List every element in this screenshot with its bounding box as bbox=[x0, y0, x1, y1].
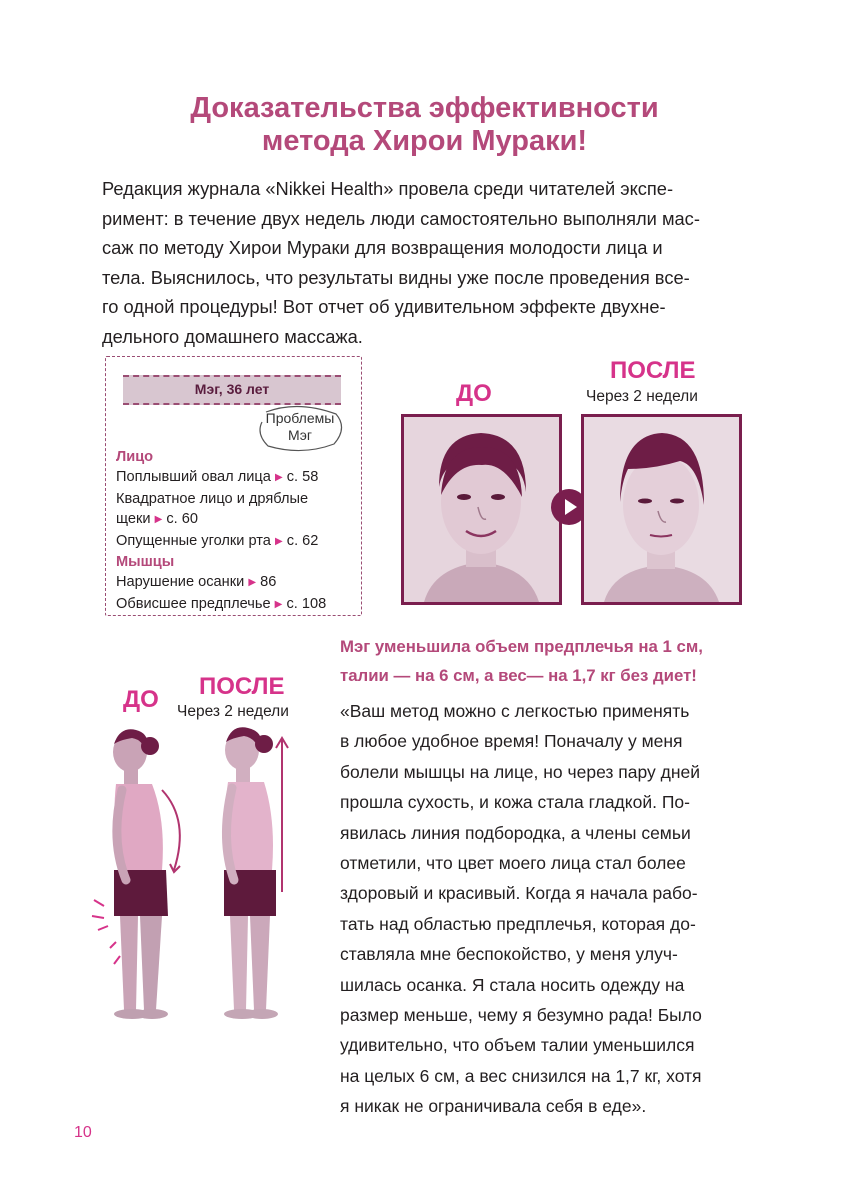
face-before-label: ДО bbox=[456, 380, 492, 407]
item-text: Квадратное лицо и дряблые bbox=[116, 490, 309, 507]
quote-line: явилась линия подбородка, а члены семьи bbox=[340, 822, 691, 843]
quote-line: я никак не ограничивала себя в еде». bbox=[340, 1096, 647, 1117]
triangle-right-icon: ▶ bbox=[248, 577, 257, 589]
intro-line: саж по методу Хирои Мураки для возвращения молодости лица и bbox=[102, 237, 663, 258]
quote-line: отметили, что цвет моего лица стал более bbox=[340, 853, 686, 874]
result-line-2: талии — на 6 см, а вес— на 1,7 кг без диет! bbox=[340, 666, 697, 685]
item-text: Нарушение осанки bbox=[116, 574, 245, 591]
triangle-right-icon: ▶ bbox=[274, 472, 283, 484]
intro-paragraph bbox=[102, 174, 752, 351]
quote-line: «Ваш метод можно с легкостью применять bbox=[340, 701, 690, 721]
list-item bbox=[116, 594, 360, 615]
item-text: Обвисшее предплечье bbox=[116, 595, 271, 612]
title-line-1: Доказательства эффективности bbox=[190, 92, 659, 124]
intro-line: тела. Выяснилось, что результаты видны уже после проведения все- bbox=[102, 266, 690, 288]
body-after-subtitle: Через 2 недели bbox=[177, 703, 289, 720]
body-before-label: ДО bbox=[123, 686, 159, 713]
intro-line: римент: в течение двух недель люди самостоятельно выполняли мас- bbox=[102, 207, 700, 229]
face-heading: Лицо bbox=[116, 449, 154, 465]
intro-line: дельного домашнего массажа. bbox=[102, 325, 363, 347]
problems-bubble-label bbox=[256, 410, 344, 444]
page-ref: с. 58 bbox=[286, 469, 319, 486]
page-ref: с. 62 bbox=[286, 532, 319, 549]
intro-line: го одной процедуры! Вот отчет об удивительном эффекте двухне- bbox=[102, 296, 666, 317]
face-before-photo bbox=[401, 414, 562, 605]
face-portrait-icon bbox=[584, 417, 739, 602]
page-ref: 86 bbox=[260, 574, 277, 591]
page-ref: с. 108 bbox=[286, 595, 327, 612]
list-item bbox=[116, 509, 360, 530]
quote-line: в любое удобное время! Поначалу у меня bbox=[340, 731, 683, 752]
quote-line: болели мышцы на лице, но через пару дней bbox=[340, 761, 701, 782]
quote-line: здоровый и красивый. Когда я начала рабо- bbox=[340, 883, 698, 904]
quote-line: на целых 6 см, а вес снизился на 1,7 кг, хотя bbox=[340, 1065, 702, 1086]
muscles-heading: Мышцы bbox=[116, 554, 175, 571]
bubble-line-2: Мэг bbox=[287, 427, 313, 443]
title-line-2: метода Хирои Мураки! bbox=[261, 125, 588, 157]
body-after-figure bbox=[224, 727, 288, 1019]
face-after-subtitle: Через 2 недели bbox=[586, 388, 698, 405]
triangle-right-icon: ▶ bbox=[274, 598, 283, 610]
quote-line: удивительно, что объем талии уменьшился bbox=[340, 1035, 695, 1056]
person-name-banner: Мэг, 36 лет bbox=[123, 375, 341, 405]
body-before-figure bbox=[92, 729, 180, 1019]
item-text: Поплывший овал лица bbox=[116, 469, 271, 486]
face-after-photo bbox=[581, 414, 742, 605]
quote-line: прошла сухость, и кожа стала гладкой. По- bbox=[340, 792, 690, 813]
testimonial-quote bbox=[340, 696, 760, 1122]
quote-line: ставляла мне беспокойство, у меня улуч- bbox=[340, 944, 678, 965]
page-ref: с. 60 bbox=[166, 511, 198, 528]
result-line-1: Мэг уменьшила объем предплечья на 1 см, bbox=[340, 637, 703, 656]
result-heading bbox=[340, 632, 760, 690]
quote-line: размер меньше, чему я безумно рада! Было bbox=[340, 1005, 702, 1026]
page-title bbox=[60, 92, 789, 158]
face-portrait-icon bbox=[404, 417, 559, 602]
quote-line: тать над областью предплечья, которая до- bbox=[340, 913, 696, 934]
item-text: Опущенные уголки рта bbox=[116, 532, 271, 549]
list-item bbox=[116, 572, 360, 593]
item-text: щеки bbox=[116, 511, 151, 528]
problems-list bbox=[116, 447, 360, 615]
bubble-line-1: Проблемы bbox=[265, 410, 335, 426]
triangle-right-icon: ▶ bbox=[154, 514, 163, 526]
body-comparison-illustration bbox=[70, 720, 320, 1040]
body-after-label: ПОСЛЕ bbox=[199, 673, 285, 700]
quote-line: шилась осанка. Я стала носить одежду на bbox=[340, 974, 685, 995]
page-number: 10 bbox=[74, 1124, 92, 1141]
list-item bbox=[116, 489, 360, 509]
list-item bbox=[116, 531, 360, 552]
intro-line: Редакция журнала «Nikkei Health» провела среди читателей экспе- bbox=[102, 178, 674, 199]
face-after-label: ПОСЛЕ bbox=[610, 357, 696, 384]
list-item bbox=[116, 467, 360, 488]
triangle-right-icon: ▶ bbox=[275, 535, 283, 547]
